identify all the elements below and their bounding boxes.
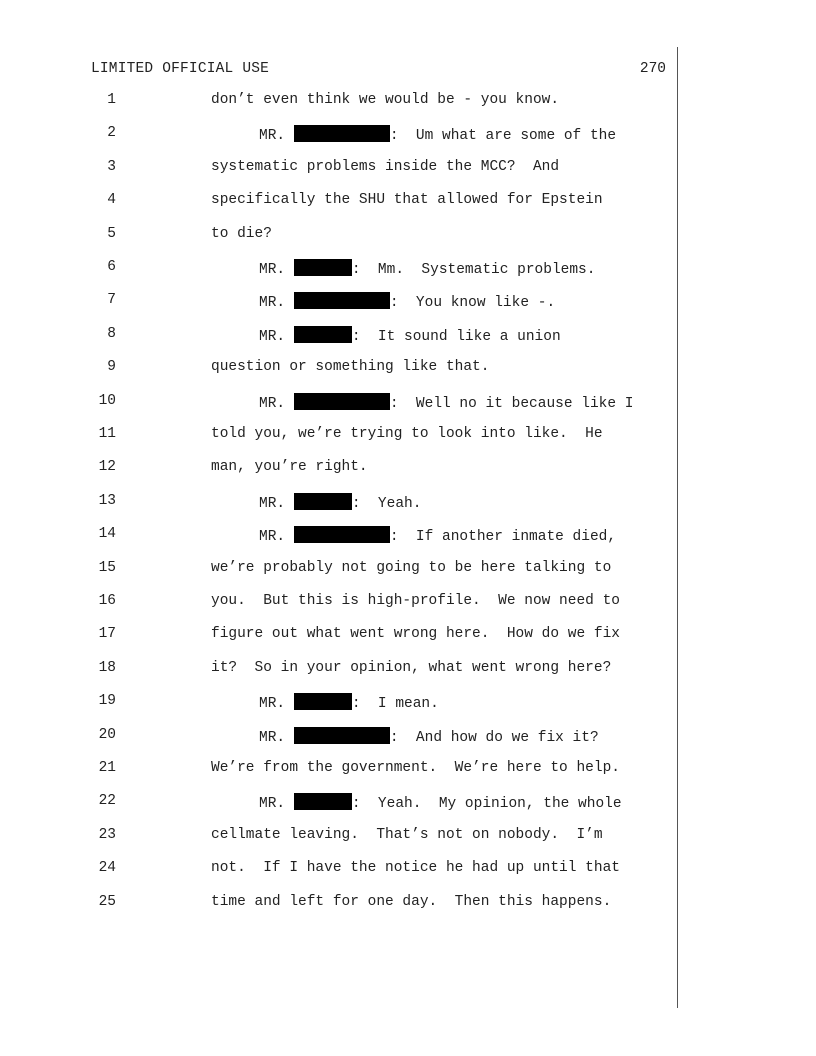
transcript-line bbox=[0, 159, 680, 183]
line-number: 25 bbox=[98, 893, 116, 910]
speech-text: : It sound like a union bbox=[351, 328, 561, 345]
speech-text: : Yeah. My opinion, the whole bbox=[351, 796, 622, 813]
speech-text: : Well no it because like I bbox=[389, 395, 634, 412]
line-text: man, you’re right. bbox=[211, 459, 368, 476]
transcript-line bbox=[0, 393, 680, 417]
speaker-prefix: MR. bbox=[259, 295, 294, 312]
line-number: 18 bbox=[98, 659, 116, 676]
line-text: not. If I have the notice he had up until that bbox=[211, 860, 620, 877]
speaker-prefix: MR. bbox=[259, 495, 294, 512]
redaction-box bbox=[294, 693, 352, 710]
redaction-box bbox=[294, 793, 352, 810]
speech-text: : I mean. bbox=[351, 696, 439, 713]
speaker-prefix: MR. bbox=[259, 696, 294, 713]
page-number: 270 bbox=[639, 61, 666, 77]
speaker-prefix: MR. bbox=[259, 328, 294, 345]
transcript-line bbox=[0, 359, 680, 383]
line-text: told you, we’re trying to look into like. He bbox=[211, 426, 603, 442]
transcript-line bbox=[0, 626, 680, 650]
speech-text: : If another inmate died, bbox=[389, 529, 617, 546]
redaction-box bbox=[294, 326, 352, 343]
transcript-line bbox=[0, 493, 680, 517]
speaker-prefix: MR. bbox=[259, 262, 294, 278]
line-number: 10 bbox=[98, 392, 116, 409]
speaker-prefix: MR. bbox=[259, 128, 294, 145]
line-number: 6 bbox=[107, 259, 116, 275]
line-number: 20 bbox=[98, 726, 116, 743]
line-number: 24 bbox=[98, 860, 116, 877]
redaction-box bbox=[294, 493, 352, 510]
classification-header: LIMITED OFFICIAL USE bbox=[91, 61, 270, 77]
speaker-line bbox=[259, 693, 439, 712]
line-number: 11 bbox=[98, 426, 116, 442]
transcript-line bbox=[0, 560, 680, 584]
transcript-line bbox=[0, 192, 680, 216]
line-number: 17 bbox=[98, 626, 116, 643]
line-number: 7 bbox=[107, 292, 116, 309]
transcript-line bbox=[0, 292, 680, 316]
speaker-line bbox=[259, 259, 595, 278]
line-text: question or something like that. bbox=[211, 359, 490, 376]
line-number: 19 bbox=[98, 693, 116, 710]
line-number: 16 bbox=[98, 593, 116, 609]
speaker-prefix: MR. bbox=[259, 729, 294, 746]
redaction-box bbox=[294, 259, 352, 276]
line-number: 2 bbox=[107, 125, 116, 142]
line-text: We’re from the government. We’re here to help. bbox=[211, 760, 620, 776]
transcript-line bbox=[0, 526, 680, 550]
speech-text: : Mm. Systematic problems. bbox=[351, 262, 596, 278]
line-number: 21 bbox=[98, 760, 116, 776]
transcript-line bbox=[0, 793, 680, 817]
speaker-prefix: MR. bbox=[259, 395, 294, 412]
transcript-line bbox=[0, 827, 680, 851]
line-number: 13 bbox=[98, 492, 116, 509]
speaker-prefix: MR. bbox=[259, 796, 294, 813]
line-number: 12 bbox=[98, 459, 116, 476]
line-text: cellmate leaving. That’s not on nobody. I’m bbox=[211, 826, 603, 843]
transcript-line bbox=[0, 693, 680, 717]
transcript-line bbox=[0, 593, 680, 617]
transcript-line bbox=[0, 660, 680, 684]
redaction-box bbox=[294, 727, 390, 744]
line-number: 14 bbox=[98, 526, 116, 543]
redaction-box bbox=[294, 393, 390, 410]
transcript-line bbox=[0, 860, 680, 884]
line-number: 15 bbox=[98, 559, 116, 576]
transcript-line bbox=[0, 894, 680, 918]
line-number: 1 bbox=[107, 92, 116, 108]
line-text: systematic problems inside the MCC? And bbox=[211, 158, 560, 175]
transcript-line bbox=[0, 426, 680, 450]
transcript-line bbox=[0, 92, 680, 116]
transcript-line bbox=[0, 459, 680, 483]
line-text: we’re probably not going to be here talking to bbox=[211, 559, 612, 576]
line-number: 8 bbox=[107, 325, 116, 342]
transcript-line bbox=[0, 125, 680, 149]
line-number: 23 bbox=[98, 826, 116, 843]
speaker-line bbox=[259, 393, 633, 412]
speaker-line bbox=[259, 727, 599, 746]
redaction-box bbox=[294, 526, 390, 543]
line-text: specifically the SHU that allowed for Epstein bbox=[211, 192, 603, 209]
line-number: 3 bbox=[107, 158, 116, 175]
transcript-line bbox=[0, 760, 680, 784]
transcript-line bbox=[0, 226, 680, 250]
line-number: 5 bbox=[107, 225, 116, 242]
speaker-line bbox=[259, 292, 555, 311]
line-number: 9 bbox=[107, 359, 116, 376]
line-text: to die? bbox=[211, 225, 272, 242]
transcript-line bbox=[0, 727, 680, 751]
line-text: time and left for one day. Then this happens. bbox=[211, 893, 612, 910]
line-number: 22 bbox=[98, 793, 116, 810]
speech-text: : And how do we fix it? bbox=[389, 729, 599, 746]
speech-text: : You know like -. bbox=[389, 295, 556, 312]
speaker-line bbox=[259, 526, 616, 545]
line-number: 4 bbox=[107, 192, 116, 209]
line-text: you. But this is high-profile. We now need to bbox=[211, 593, 620, 609]
transcript-line bbox=[0, 326, 680, 350]
speech-text: : Um what are some of the bbox=[389, 128, 617, 145]
speaker-line bbox=[259, 326, 561, 345]
line-text: it? So in your opinion, what went wrong here? bbox=[211, 659, 612, 676]
speaker-line bbox=[259, 125, 616, 144]
line-text: figure out what went wrong here. How do we fix bbox=[211, 626, 620, 643]
redaction-box bbox=[294, 292, 390, 309]
redaction-box bbox=[294, 125, 390, 142]
transcript-line bbox=[0, 259, 680, 283]
speaker-prefix: MR. bbox=[259, 529, 294, 546]
speaker-line bbox=[259, 493, 421, 512]
speech-text: : Yeah. bbox=[351, 495, 422, 512]
line-text: don’t even think we would be - you know. bbox=[211, 92, 560, 108]
speaker-line bbox=[259, 793, 622, 812]
